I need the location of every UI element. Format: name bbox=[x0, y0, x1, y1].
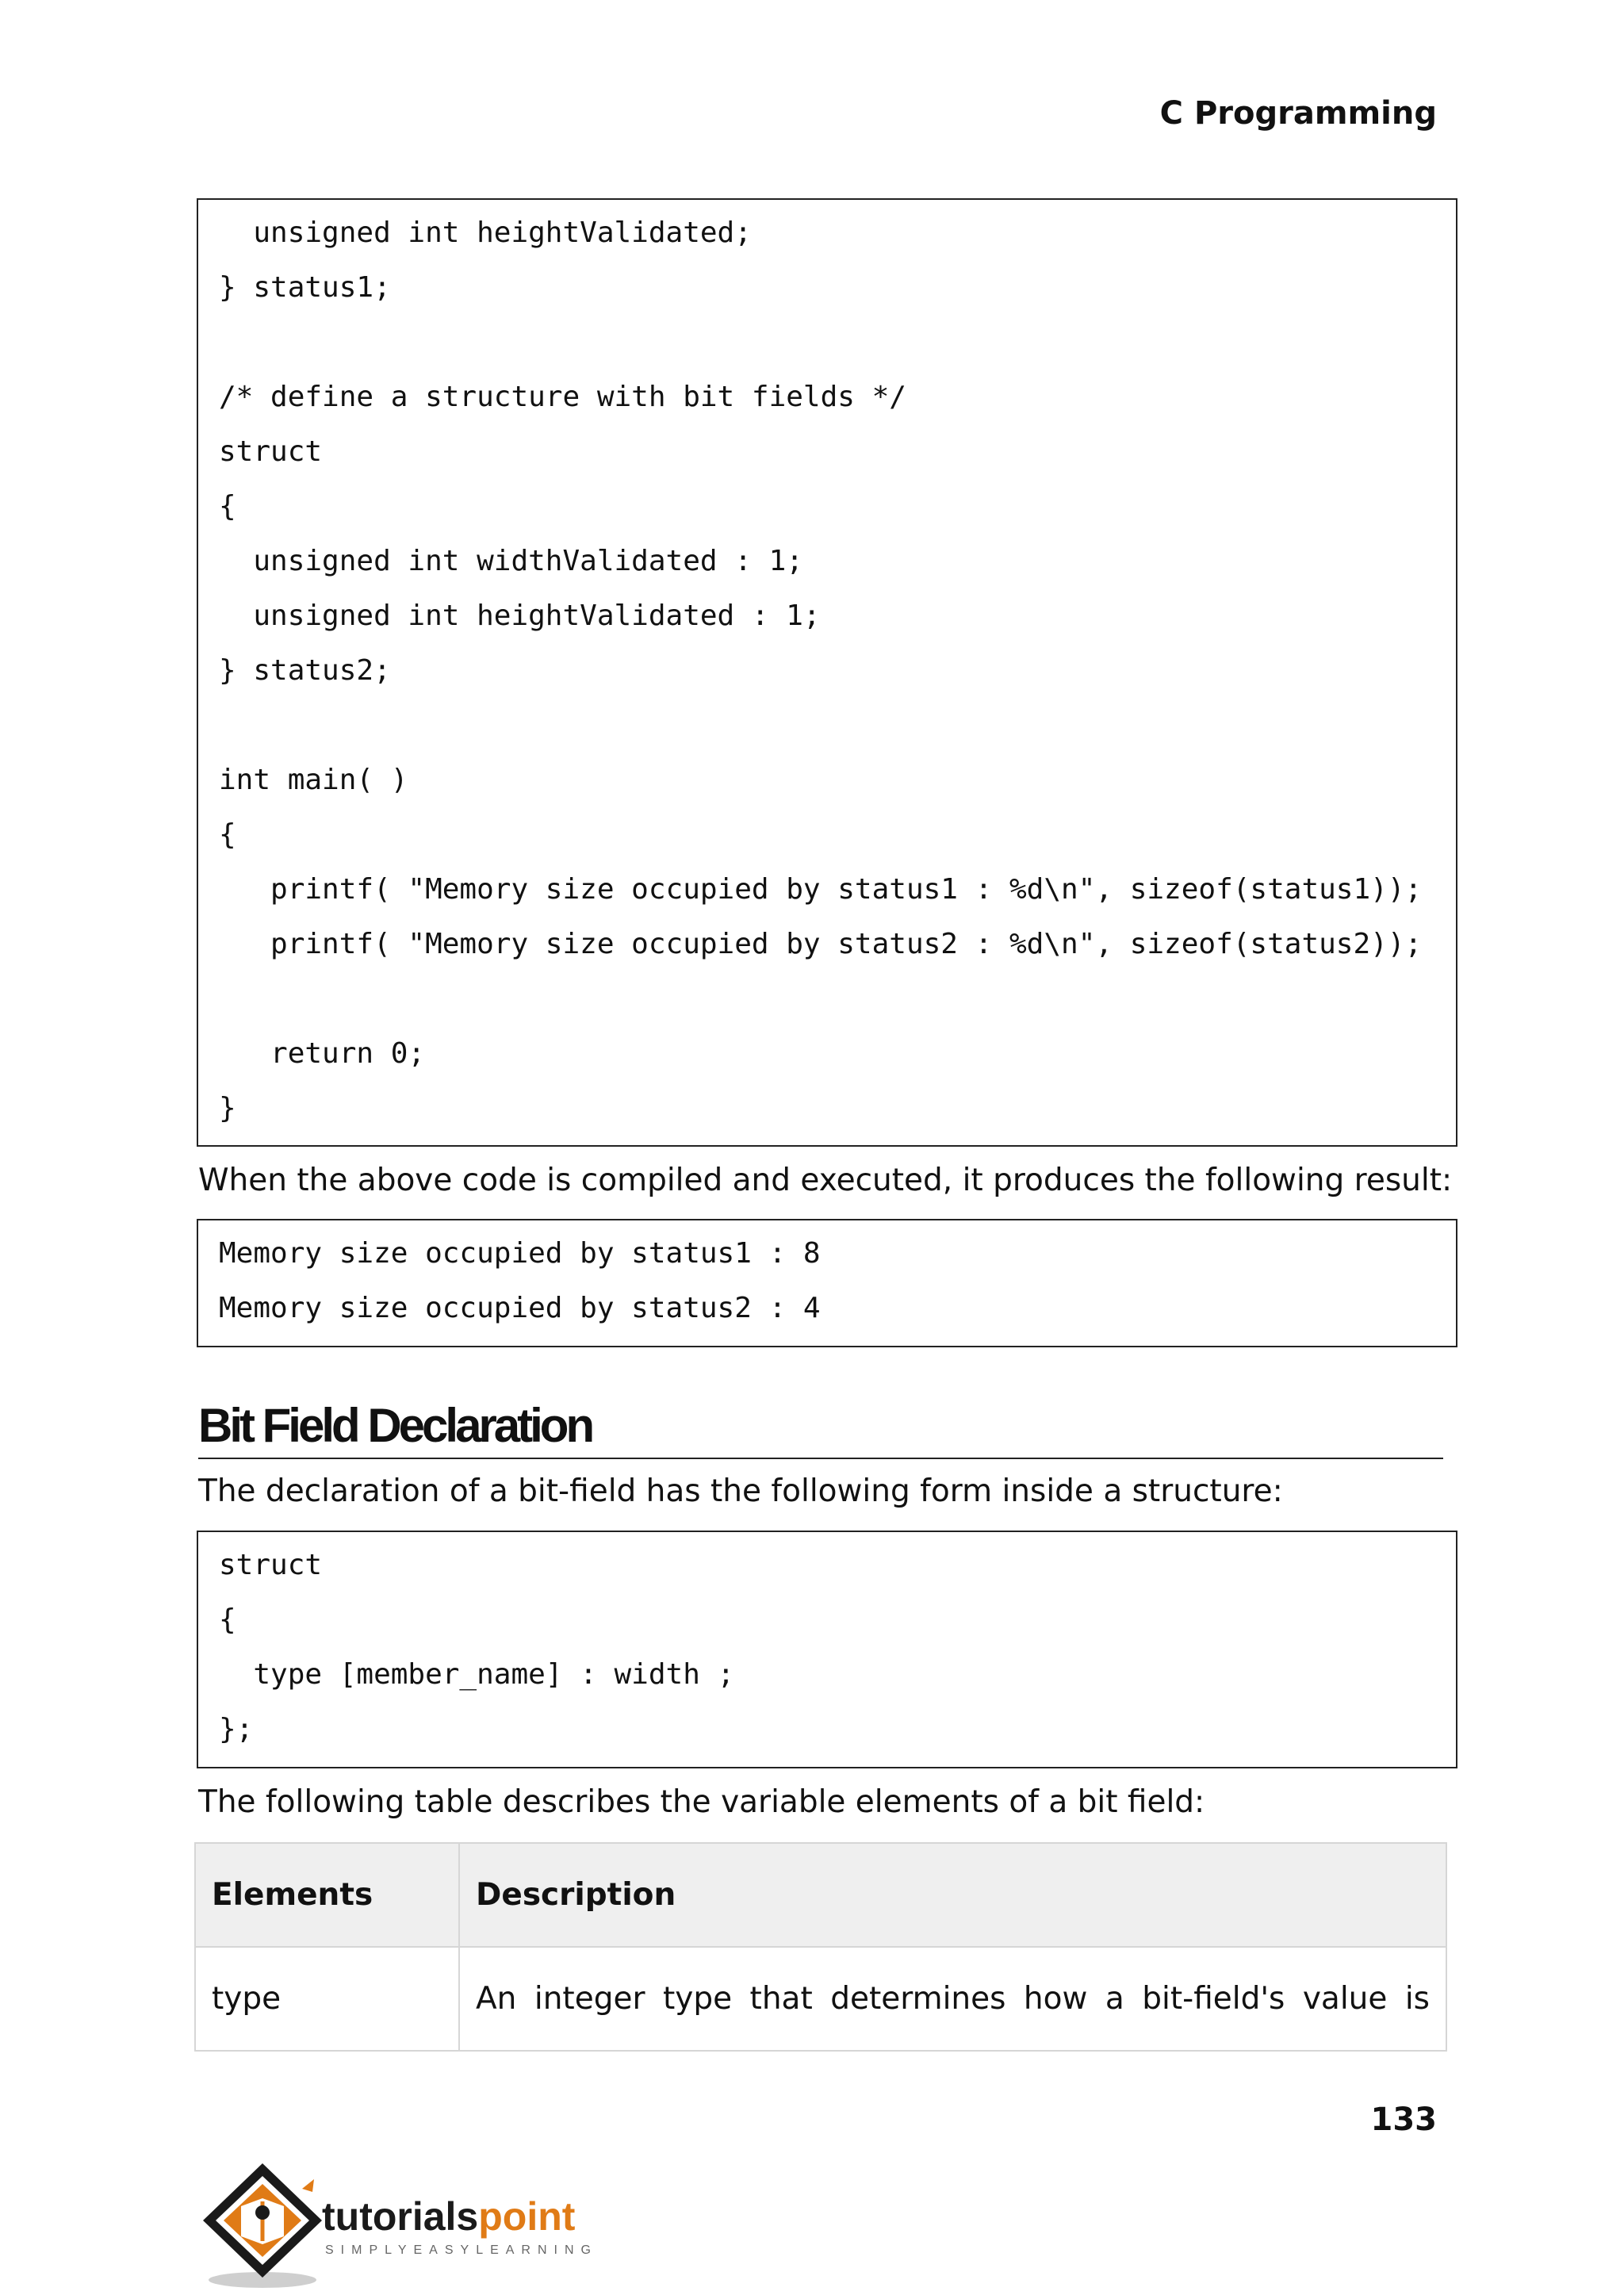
table-header-row bbox=[195, 1843, 1446, 1947]
code-line: unsigned int heightValidated : 1; bbox=[219, 600, 821, 632]
code-line: type [member_name] : width ; bbox=[219, 1658, 735, 1691]
output-line: Memory size occupied by status1 : 8 bbox=[219, 1237, 821, 1270]
code-line: unsigned int heightValidated; bbox=[219, 216, 752, 249]
tutorialspoint-logo bbox=[195, 2157, 639, 2292]
table-intro-text: The following table describes the variable elements of a bit field: bbox=[198, 1784, 1205, 1820]
result-intro-text: When the above code is compiled and executed, it produces the following result: bbox=[198, 1163, 1453, 1198]
description-cell: An integer type that determines how a bit-field's value is bbox=[459, 1947, 1446, 2051]
code-line: printf( "Memory size occupied by status2 : %d\n", sizeof(status2)); bbox=[219, 928, 1423, 960]
element-cell: type bbox=[195, 1947, 459, 2051]
output-block bbox=[197, 1219, 1457, 1347]
code-line: struct bbox=[219, 435, 323, 468]
code-line: { bbox=[219, 490, 236, 523]
code-line: }; bbox=[219, 1713, 254, 1745]
code-block bbox=[197, 198, 1457, 1147]
logo-tagline: SIMPLYEASYLEARNING bbox=[325, 2243, 598, 2257]
running-header: C Programming bbox=[1159, 95, 1437, 132]
declaration-intro-text: The declaration of a bit-field has the following form inside a structure: bbox=[198, 1473, 1283, 1509]
bit-field-elements-table bbox=[194, 1842, 1447, 2052]
code-line: } bbox=[219, 1092, 236, 1125]
heading-rule bbox=[198, 1458, 1443, 1459]
table-row bbox=[195, 1947, 1446, 2051]
code-line: return 0; bbox=[219, 1037, 426, 1070]
code-line: unsigned int widthValidated : 1; bbox=[219, 545, 803, 577]
logo-wordmark: tutorialspoint bbox=[322, 2194, 576, 2239]
code-line: { bbox=[219, 1603, 236, 1636]
code-line: int main( ) bbox=[219, 764, 408, 796]
output-line: Memory size occupied by status2 : 4 bbox=[219, 1292, 821, 1324]
column-header-description: Description bbox=[459, 1843, 1446, 1947]
code-line: { bbox=[219, 818, 236, 851]
code-line: } status2; bbox=[219, 654, 391, 687]
page-number: 133 bbox=[1370, 2102, 1437, 2138]
code-line: /* define a structure with bit fields */ bbox=[219, 381, 906, 413]
section-heading: Bit Field Declaration bbox=[198, 1399, 592, 1452]
column-header-elements: Elements bbox=[195, 1843, 459, 1947]
code-line: } status1; bbox=[219, 271, 391, 304]
code-line: struct bbox=[219, 1549, 323, 1581]
code-line: printf( "Memory size occupied by status1 : %d\n", sizeof(status1)); bbox=[219, 873, 1423, 906]
declaration-code-block bbox=[197, 1531, 1457, 1768]
